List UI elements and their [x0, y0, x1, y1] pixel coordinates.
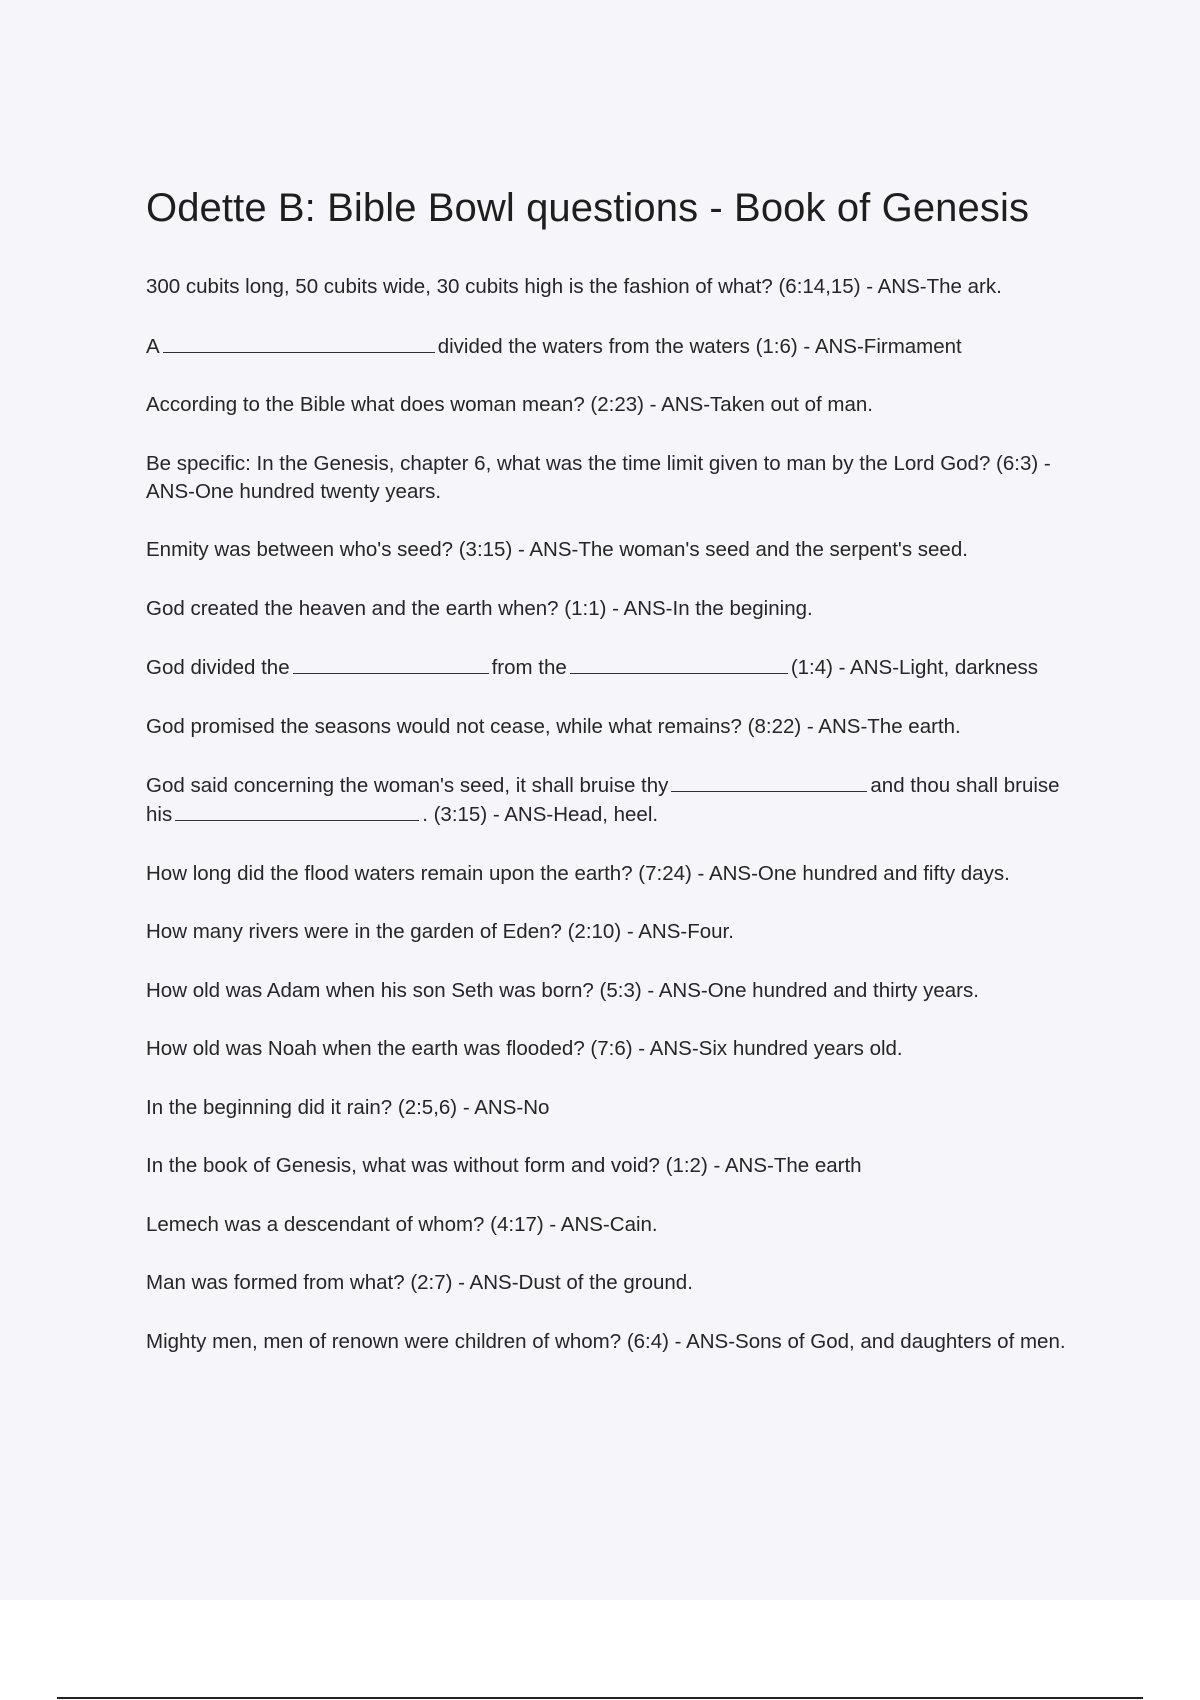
qa-item: God promised the seasons would not cease, while what remains? (8:22) - ANS-The earth. — [146, 714, 961, 738]
qa-item: How many rivers were in the garden of Eden? (2:10) - ANS-Four. — [146, 920, 734, 943]
qa-text: . (3:15) - ANS-Head, heel. — [422, 803, 659, 826]
fill-in-blank — [175, 800, 419, 821]
qa-text: A — [146, 334, 160, 358]
qa-item — [146, 771, 1091, 829]
qa-item: 300 cubits long, 50 cubits wide, 30 cubits high is the fashion of what? (6:14,15) - ANS-The ark. — [146, 275, 1002, 298]
qa-text: God said concerning the woman's seed, it shall bruise thy — [146, 774, 669, 797]
footer-divider — [57, 1697, 1143, 1699]
qa-item: In the beginning did it rain? (2:5,6) - ANS-No — [146, 1095, 550, 1119]
qa-text: and thou shall bruise his — [146, 774, 1060, 826]
qa-item — [146, 332, 1091, 361]
qa-item: According to the Bible what does woman mean? (2:23) - ANS-Taken out of man. — [146, 393, 873, 416]
qa-item: Mighty men, men of renown were children of whom? (6:4) - ANS-Sons of God, and daughters of men. — [146, 1329, 1066, 1353]
qa-item: How old was Noah when the earth was flooded? (7:6) - ANS-Six hundred years old. — [146, 1037, 903, 1060]
qa-item: In the book of Genesis, what was without form and void? (1:2) - ANS-The earth — [146, 1154, 862, 1177]
qa-item: How old was Adam when his son Seth was born? (5:3) - ANS-One hundred and thirty years. — [146, 978, 979, 1002]
fill-in-blank — [671, 771, 867, 792]
qa-text: from the — [491, 656, 567, 679]
qa-text: divided the waters from the waters (1:6) - ANS-Firmament — [437, 334, 962, 358]
document-content — [146, 180, 1091, 1386]
qa-item: How long did the flood waters remain upon the earth? (7:24) - ANS-One hundred and fifty days. — [146, 861, 1010, 885]
document-title: Odette B: Bible Bowl questions - Book of Genesis — [146, 186, 1030, 230]
qa-text: God divided the — [146, 656, 290, 679]
fill-in-blank — [163, 332, 435, 353]
qa-item: Lemech was a descendant of whom? (4:17) - ANS-Cain. — [146, 1212, 658, 1236]
qa-item: God created the heaven and the earth when? (1:1) - ANS-In the begining. — [146, 596, 813, 620]
fill-in-blank — [570, 653, 788, 674]
qa-item: Man was formed from what? (2:7) - ANS-Dust of the ground. — [146, 1271, 693, 1294]
qa-item: Be specific: In the Genesis, chapter 6, what was the time limit given to man by the Lord God? (6:3) - ANS-One hundred twenty years. — [146, 451, 1051, 503]
fill-in-blank — [293, 653, 489, 674]
qa-text: (1:4) - ANS-Light, darkness — [790, 656, 1039, 679]
qa-item: Enmity was between who's seed? (3:15) - ANS-The woman's seed and the serpent's seed. — [146, 538, 968, 561]
qa-item — [146, 653, 1091, 682]
